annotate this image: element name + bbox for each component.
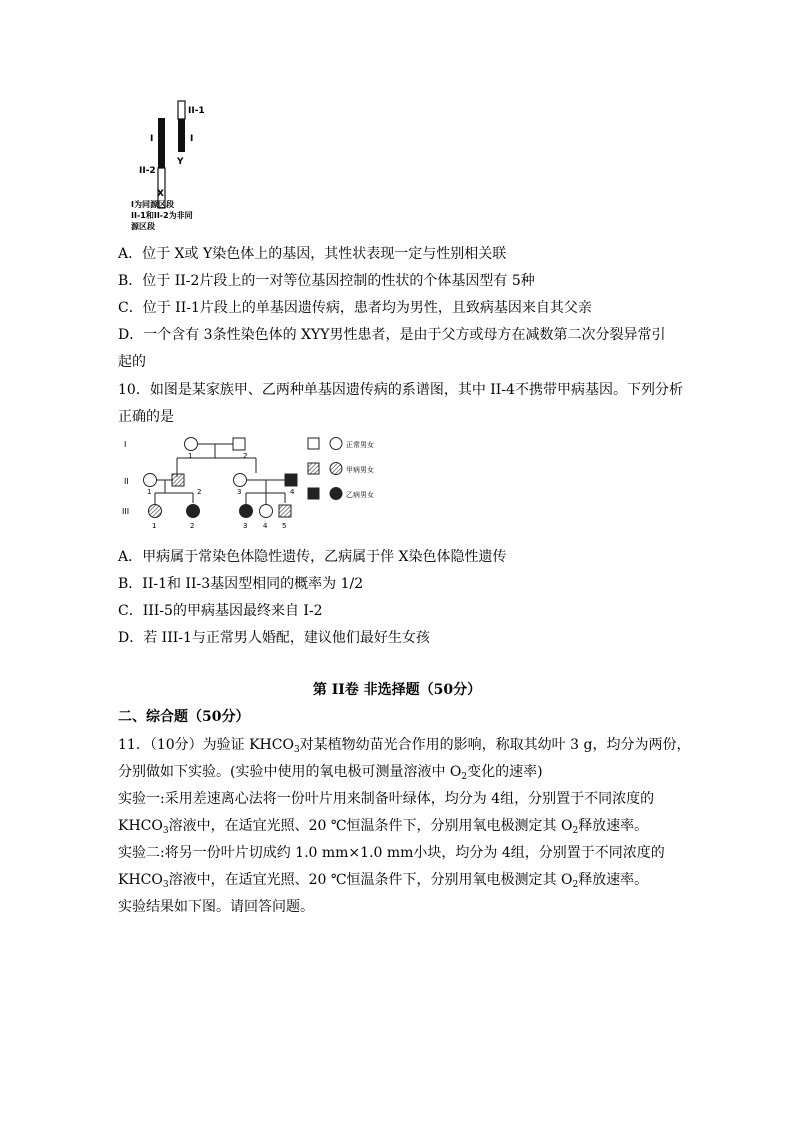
part-2-title: 第 II卷 非选择题（50分） [312,682,482,698]
num-I-1: 1 [188,452,193,460]
legend-jia-female [330,463,342,475]
num-III-1: 1 [152,522,157,530]
gen-label-II: II [124,477,129,486]
q11-line6 [118,871,648,889]
label-II-1: II-1 [188,106,205,116]
num-III-3: 3 [243,522,248,530]
II-1-normal-female [144,474,157,487]
legend-yi-label: 乙病男女 [346,491,374,499]
x-chromosome-shaded [158,118,165,168]
q11-line4-text-c: 释放速率。 [578,818,649,834]
num-III-4: 4 [263,522,268,530]
caption-line3: 源区段 [131,222,155,231]
q11-line4-text-b: 溶液中，在适宜光照、20 ℃恒温条件下，分别用氧电极测定其 O [168,818,573,834]
q11-line6-text-a: KHCO [118,872,163,888]
num-II-4: 4 [290,488,295,496]
q11-line7: 实验结果如下图。请回答问题。 [118,899,314,915]
q11-line2-text-a: 分别做如下实验。(实验中使用的氧电极可测量溶液中 O [118,764,462,780]
q11-line4-text-a: KHCO [118,818,163,834]
III-2-yi-female [187,505,200,518]
q11-line6-text-b: 溶液中，在适宜光照、20 ℃恒温条件下，分别用氧电极测定其 O [168,872,573,888]
num-II-2: 2 [197,488,202,496]
II-2-jia-male [172,474,184,486]
legend-jia-male [308,463,319,474]
legend-normal-female [330,438,342,450]
q9-option-a: A．位于 X或 Y染色体上的基因，其性状表现一定与性别相关联 [118,246,507,262]
q11-line1-text-b: 对某植物幼苗光合作用的影响，称取其幼叶 3 g，均分为两份， [299,737,691,753]
section-title: 二、综合题（50分） [118,709,250,725]
legend-normal-label: 正常男女 [346,441,374,449]
q11-line4-sub2: 2 [572,826,579,836]
q11-line2-text-b: 变化的速率) [467,764,543,780]
y-chromosome-unshaded [178,101,185,119]
label-I-right: I [190,134,194,144]
q11-line6-sub2: 2 [572,880,579,890]
q10-option-b: B．II-1和 II-3基因型相同的概率为 1/2 [118,576,364,592]
III-1-jia-female [149,505,162,518]
q11-line6-text-c: 释放速率。 [578,872,649,888]
num-III-5: 5 [282,522,287,530]
label-I-left: I [150,134,154,144]
III-4-normal-female [260,505,273,518]
II-3-normal-female [234,474,247,487]
q9-option-d-line1: D．一个含有 3条性染色体的 XYY男性患者，是由于父方或母方在减数第二次分裂异常引 [118,327,666,343]
legend-yi-male [308,488,319,499]
gen-label-I: I [124,440,127,449]
num-III-2: 2 [190,522,195,530]
q11-line1-sub: 3 [293,745,300,755]
III-3-yi-female [240,505,253,518]
num-I-2: 2 [243,452,248,460]
y-chromosome-shaded [178,119,185,152]
I-1-normal-female [185,438,198,451]
sex-chromosome-figure [128,96,238,236]
num-II-3: 3 [237,488,242,496]
q11-line5: 实验二:将另一份叶片切成约 1.0 mm×1.0 mm小块，均分为 4组，分别置于不同浓度的 [118,845,665,861]
I-2-normal-male [233,438,245,450]
label-X: X [157,189,164,199]
label-Y: Y [177,157,184,167]
III-5-jia-male [279,505,291,517]
q11-line1 [118,736,690,754]
q10-option-a: A．甲病属于常染色体隐性遗传，乙病属于伴 X染色体隐性遗传 [118,549,507,565]
pedigree-chart [118,432,378,532]
q11-line2 [118,763,543,781]
legend-normal-male [308,438,319,449]
legend-yi-female [330,488,342,500]
num-II-1: 1 [147,488,152,496]
II-4-yi-male [285,474,297,486]
q11-line4-sub1: 3 [162,826,169,836]
q9-option-d-line2: 起的 [118,354,146,370]
gen-label-III: III [122,507,130,516]
q11-line2-sub: 2 [461,772,468,782]
q9-option-b: B．位于 II-2片段上的一对等位基因控制的性状的个体基因型有 5种 [118,273,535,289]
q9-option-c: C．位于 II-1片段上的单基因遗传病，患者均为男性，且致病基因来自其父亲 [118,300,592,316]
legend-jia-label: 甲病男女 [346,466,374,474]
q11-line6-sub1: 3 [162,880,169,890]
q10-stem-line1: 10．如图是某家族甲、乙两种单基因遗传病的系谱图，其中 II-4不携带甲病基因。下列分析 [118,382,683,398]
q10-stem-line2: 正确的是 [118,409,174,425]
caption-line1: I为同源区段 [131,200,174,209]
q10-option-d: D．若 III-1与正常男人婚配，建议他们最好生女孩 [118,630,430,646]
caption-line2: II-1和II-2为非同 [131,211,193,220]
q11-line4 [118,817,648,835]
q11-line3: 实验一:采用差速离心法将一份叶片用来制备叶绿体，均分为 4组，分别置于不同浓度的 [118,791,655,807]
label-II-2: II-2 [139,166,156,176]
q10-option-c: C．III-5的甲病基因最终来自 I-2 [118,603,323,619]
q11-line1-text-a: 11．（10分）为验证 KHCO [118,737,294,753]
